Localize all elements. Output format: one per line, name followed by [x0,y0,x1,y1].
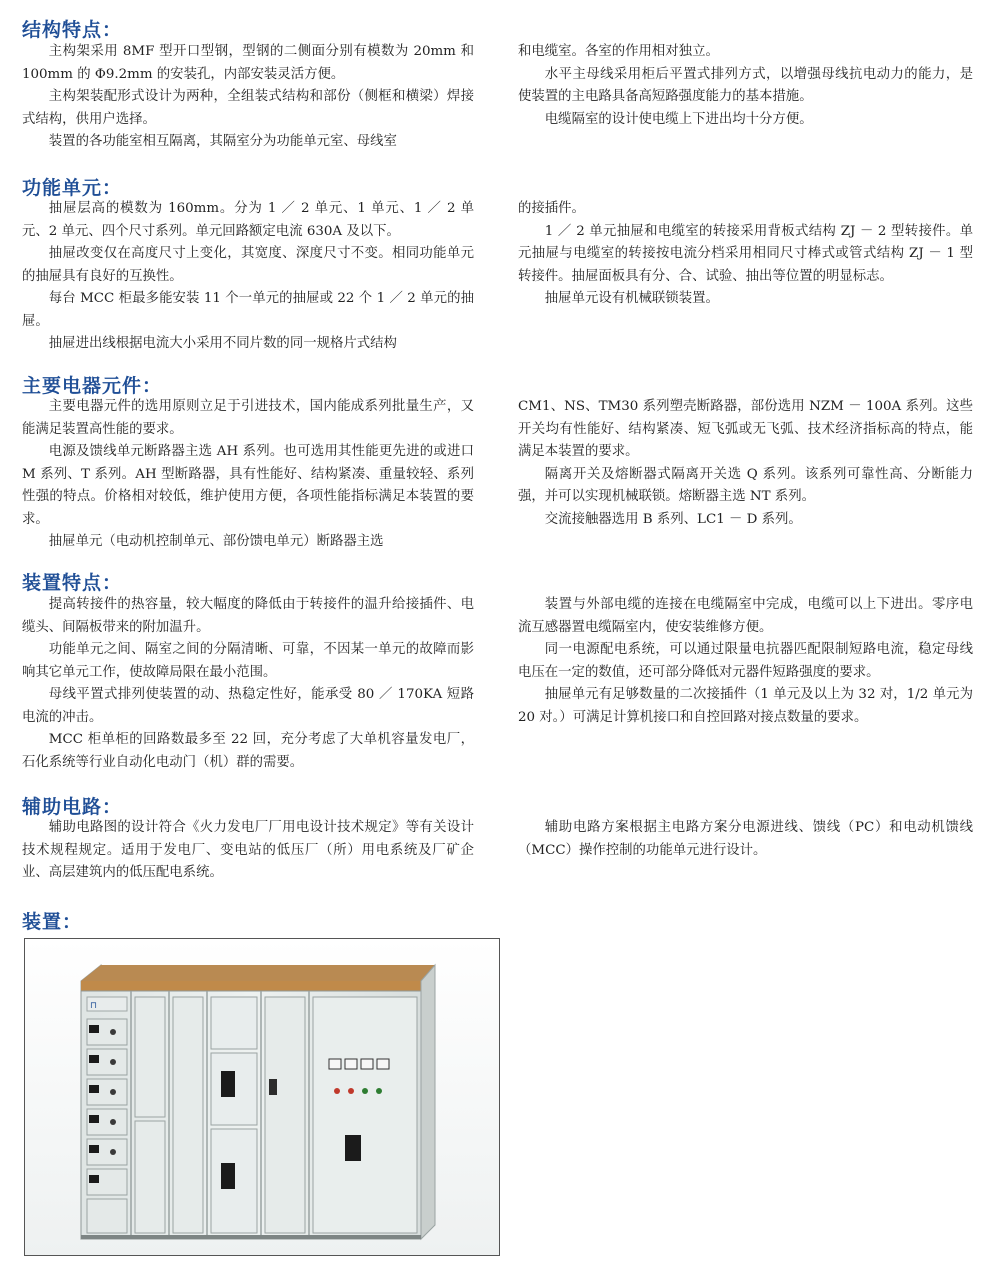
function-unit-left-column [22,198,474,356]
paragraph: 主要电器元件的选用原则立足于引进技术，国内能成系列批量生产，又能满足装置高性能的要求。 [22,399,474,437]
paragraph: 电源及馈线单元断路器主选 AH 系列。也可选用其性能更先进的或进口 M 系列、T 系列。AH 型断路器，具有性能好、结构紧凑、重量较轻、系列性强的特点。价格相对较低，维护使用方便，各项性能指标满足本装置的要求。 [22,444,474,527]
paragraph: 主构架采用 8MF 型开口型钢，型钢的二侧面分别有模数为 20mm 和 100mm 的 Φ9.2mm 的安装孔，内部安装灵活方便。 [22,44,474,82]
paragraph: 抽屉单元有足够数量的二次接插件（1 单元及以上为 32 对，1/2 单元为 20 对。）可满足计算机接口和自控回路对接点数量的要求。 [518,687,973,725]
paragraph-continuation: 的接插件。 [518,201,585,216]
paragraph: 1 ／ 2 单元抽屉和电缆室的转接采用背板式结构 ZJ － 2 型转接件。单元抽屉与电缆室的转接按电流分档采用相同尺寸棒式或管式结构 ZJ － 1 型转接件。抽屉面板具有分、合、试验、抽出等位置的明显标志。 [518,223,973,284]
paragraph: 抽屉改变仅在高度尺寸上变化，其宽度、深度尺寸不变。相同功能单元的抽屉具有良好的互换性。 [22,246,474,284]
paragraph: 装置的各功能室相互隔离，其隔室分为功能单元室、母线室 [48,134,397,149]
paragraph-continuation: CM1、NS、TM30 系列塑壳断路器，部份选用 NZM － 100A 系列。这些开关均有性能好、结构紧凑、短飞弧或无飞弧、技术经济指标高的特点，能满足本装置的要求。 [518,399,973,459]
device-photo [24,938,500,1256]
section-title-device-features: 装置特点： [22,572,123,594]
structure-right-column [518,41,973,131]
paragraph: 每台 MCC 柜最多能安装 11 个一单元的抽屉或 22 个 1 ／ 2 单元的抽屉。 [22,291,474,329]
paragraph: 同一电源配电系统，可以通过限量电抗器匹配限制短路电流，稳定母线电压在一定的数值，还可部分降低对元器件短路强度的要求。 [518,642,973,680]
components-left-column [22,396,474,554]
paragraph: 功能单元之间、隔室之间的分隔清晰、可靠，不因某一单元的故障而影响其它单元工作，使故障局限在最小范围。 [22,642,474,680]
auxiliary-left-column [22,817,474,885]
paragraph: 抽屉单元设有机械联锁装置。 [544,291,719,306]
svg-text:⊓: ⊓ [90,1001,98,1011]
paragraph: 抽屉层高的模数为 160mm。分为 1 ／ 2 单元、1 单元、1 ／ 2 单元、2 单元、四个尺寸系列。单元回路额定电流 630A 及以下。 [22,201,474,239]
function-unit-right-column [518,198,973,311]
paragraph: MCC 柜单柜的回路数最多至 22 回，充分考虑了大单机容量发电厂，石化系统等行业自动化电动门（机）群的需要。 [22,732,474,770]
device-features-left-column [22,594,474,774]
section-title-function-unit: 功能单元： [22,177,123,199]
paragraph: 水平主母线采用柜后平置式排列方式，以增强母线抗电动力的能力，是使装置的主电路具备高短路强度能力的基本措施。 [518,66,973,104]
paragraph: 装置与外部电缆的连接在电缆隔室中完成，电缆可以上下进出。零序电流互感器置电缆隔室内，使安装维修方便。 [518,597,973,635]
components-right-column [518,396,973,531]
structure-left-column [22,41,474,154]
section-title-auxiliary-circuit: 辅助电路： [22,796,123,818]
paragraph: 提高转接件的热容量，较大幅度的降低由于转接件的温升给接插件、电缆头、间隔板带来的附加温升。 [22,597,474,635]
device-features-right-column [518,594,973,729]
section-title-structure: 结构特点： [22,19,123,41]
switchgear-cabinet-illustration [25,939,499,1255]
paragraph: 母线平置式排列使装置的动、热稳定性好，能承受 80 ／ 170KA 短路电流的冲击。 [22,687,474,725]
section-title-components: 主要电器元件： [22,375,163,397]
paragraph: 隔离开关及熔断器式隔离开关选 Q 系列。该系列可靠性高、分断能力强，并可以实现机械联锁。熔断器主选 NT 系列。 [518,466,973,504]
paragraph: 抽屉单元（电动机控制单元、部份馈电单元）断路器主选 [48,534,384,549]
section-title-device: 装置： [22,911,83,933]
paragraph: 主构架装配形式设计为两种，全组装式结构和部份（侧框和横梁）焊接式结构，供用户选择。 [22,89,474,127]
paragraph: 辅助电路方案根据主电路方案分电源进线、馈线（PC）和电动机馈线（MCC）操作控制的功能单元进行设计。 [518,820,973,858]
paragraph: 抽屉进出线根据电流大小采用不同片数的同一规格片式结构 [48,336,397,351]
paragraph: 辅助电路图的设计符合《火力发电厂厂用电设计技术规定》等有关设计技术规程规定。适用于发电厂、变电站的低压厂（所）用电系统及厂矿企业、高层建筑内的低压配电系统。 [22,820,474,880]
paragraph: 交流接触器选用 B 系列、LC1 － D 系列。 [544,511,802,527]
paragraph: 电缆隔室的设计使电缆上下进出均十分方便。 [544,111,813,127]
auxiliary-right-column [518,817,973,862]
paragraph-continuation: 和电缆室。各室的作用相对独立。 [518,44,719,59]
